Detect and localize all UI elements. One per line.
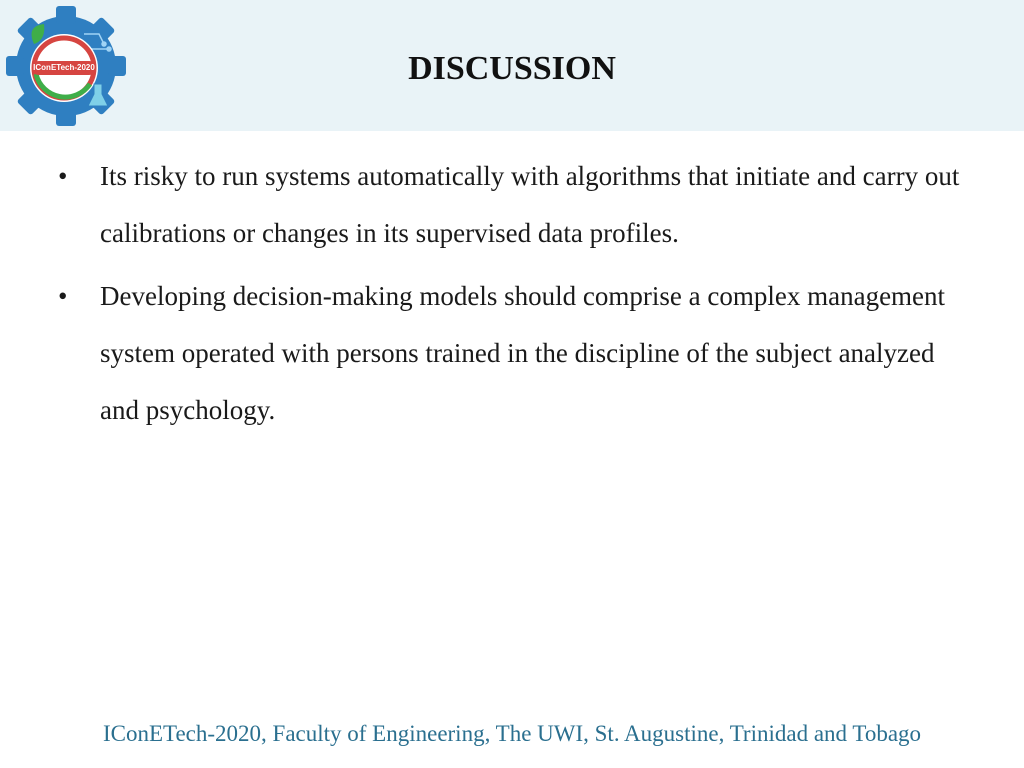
bullet-icon: • [58, 161, 68, 191]
bullet-icon: • [58, 281, 68, 311]
bullet-text: Developing decision-making models should comprise a complex management system operated with persons trained in the discipline of the subject analyzed and psychology. [100, 281, 946, 425]
footer-text: IConETech-2020, Faculty of Engineering, The UWI, St. Augustine, Trinidad and Tobago [102, 721, 922, 746]
bullet-text: Its risky to run systems automatically with algorithms that initiate and carry out calibrations or changes in its supervised data profiles. [100, 161, 960, 248]
list-item [58, 268, 978, 439]
logo-text: IConETech-2020 [33, 63, 95, 72]
list-item [58, 148, 978, 262]
bullet-list [58, 148, 978, 445]
page-title: DISCUSSION [408, 50, 616, 87]
